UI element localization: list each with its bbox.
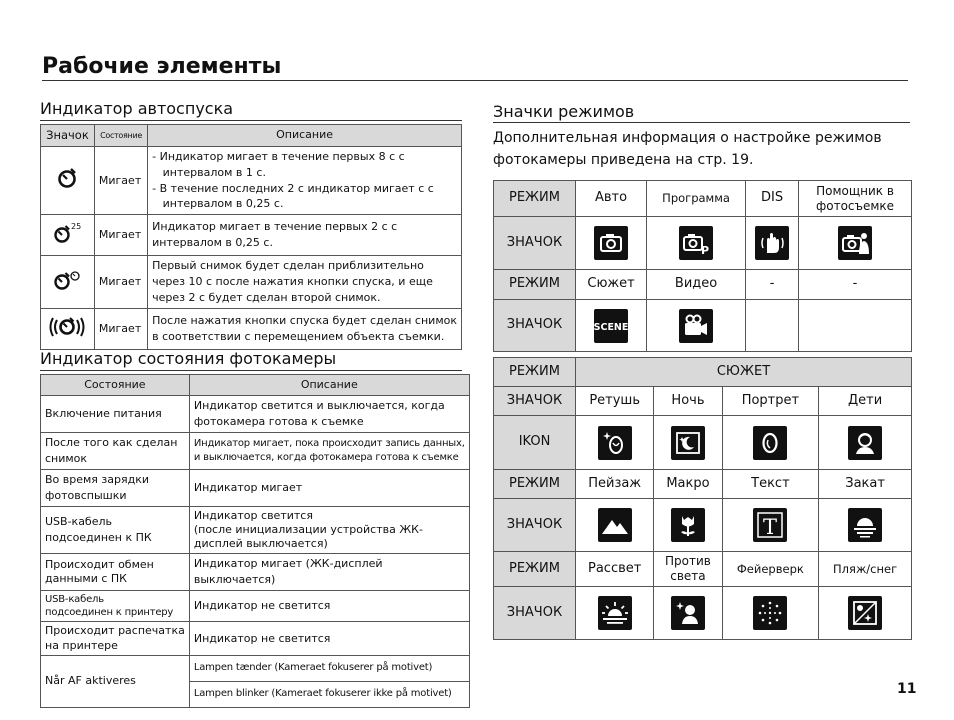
table-row	[41, 655, 470, 681]
table-row	[41, 256, 462, 309]
description-cell: - Индикатор мигает в течение первых 8 с с интервалом в 1 с. - В течение последних 2 с индикатор мигает с с интервалом в 0,25 с.	[148, 146, 462, 215]
column-header-state: Состояние	[94, 125, 147, 147]
column-header-state: Состояние	[41, 375, 190, 396]
icon-row	[494, 587, 912, 640]
table-header-row	[41, 125, 462, 147]
close-up-flower-icon	[671, 508, 705, 542]
ikon-label: IKON	[494, 416, 576, 470]
table-row	[41, 395, 470, 432]
description-cell: Индикатор не светится	[189, 622, 469, 656]
empty-cell	[799, 300, 912, 352]
description-cell: Lampen tænder (Kameraet fokuserer på motivet)	[189, 655, 469, 681]
page-title: Рабочие элементы	[42, 54, 282, 79]
scene-name: Ночь	[654, 387, 722, 416]
icon-row	[494, 217, 912, 270]
state-cell: Мигает	[94, 256, 147, 309]
scene-name: Портрет	[722, 387, 819, 416]
state-cell: Происходит распечатка на принтере	[41, 622, 190, 656]
description-cell: После нажатия кнопки спуска будет сделан снимок в соответствии с перемещением объекта съемки.	[148, 309, 462, 350]
mode-row	[494, 552, 912, 587]
icon-label: ЗНАЧОК	[494, 387, 576, 416]
movie-mode-icon	[679, 309, 713, 343]
description-cell: Индикатор мигает, пока происходит запись данных, и выключается, когда фотокамера готова к съемке	[189, 432, 469, 469]
svg-text:T: T	[763, 515, 778, 539]
scene-name: Рассвет	[576, 552, 654, 587]
mode-name: -	[746, 270, 799, 300]
landscape-icon	[598, 508, 632, 542]
self-timer-icon	[41, 146, 95, 215]
icon-row	[494, 416, 912, 470]
svg-text:25: 25	[71, 221, 82, 231]
column-header-description: Описание	[148, 125, 462, 147]
mode-icons-rule	[493, 122, 910, 123]
mode-name: Сюжет	[576, 270, 647, 300]
mode-label: РЕЖИМ	[494, 470, 576, 499]
program-mode-icon	[679, 226, 713, 260]
table-row	[41, 469, 470, 506]
scene-name: Ретушь	[576, 387, 654, 416]
beach-snow-cell	[819, 587, 912, 640]
sunset-icon	[848, 508, 882, 542]
mode-name: Авто	[576, 181, 647, 217]
scene-name: Закат	[819, 470, 912, 499]
state-cell: USB-кабель подсоединен к принтеру	[41, 591, 190, 622]
description-cell: Индикатор мигает (ЖК-дисплей выключается)	[189, 554, 469, 591]
mode-label: РЕЖИМ	[494, 270, 576, 300]
icon-label: ЗНАЧОК	[494, 587, 576, 640]
photo-help-guide-cell	[799, 217, 912, 270]
camera-status-section-title: Индикатор состояния фотокамеры	[40, 349, 337, 368]
self-timer-section-title: Индикатор автоспуска	[40, 99, 234, 118]
description-cell: Индикатор мигает в течение первых 2 с с интервалом в 0,25 с.	[148, 215, 462, 256]
mode-table-1	[493, 180, 912, 352]
state-cell: Мигает	[94, 215, 147, 256]
beauty-shot-icon	[598, 426, 632, 460]
table-row	[41, 591, 470, 622]
camera-status-table	[40, 374, 470, 708]
text-mode-cell	[722, 499, 819, 552]
children-icon	[848, 426, 882, 460]
double-self-timer-icon	[41, 256, 95, 309]
mode-label: РЕЖИМ	[494, 552, 576, 587]
scene-name: Пейзаж	[576, 470, 654, 499]
scene-name: Дети	[819, 387, 912, 416]
backlight-cell	[654, 587, 722, 640]
state-cell: USB-кабель подсоединен к ПК	[41, 506, 190, 554]
title-rule	[42, 80, 908, 81]
movie-mode-cell	[647, 300, 746, 352]
icon-row	[494, 300, 912, 352]
auto-mode-cell	[576, 217, 647, 270]
description-cell: Индикатор светится и выключается, когда фотокамера готова к съемке	[189, 395, 469, 432]
mode-row	[494, 358, 912, 387]
close-up-cell	[654, 499, 722, 552]
mode-name: -	[799, 270, 912, 300]
icon-row	[494, 499, 912, 552]
mode-row	[494, 181, 912, 217]
description-cell: Индикатор светится (после инициализации устройства ЖК- дисплей выключается)	[189, 506, 469, 554]
portrait-icon	[753, 426, 787, 460]
scene-header: СЮЖЕТ	[576, 358, 912, 387]
auto-mode-icon	[594, 226, 628, 260]
sunset-cell	[819, 499, 912, 552]
scene-name: Пляж/снег	[819, 552, 912, 587]
text-mode-icon	[753, 508, 787, 542]
table-header-row	[41, 375, 470, 396]
description-cell: Lampen blinker (Kameraet fokuserer ikke på motivet)	[189, 681, 469, 707]
column-header-description: Описание	[189, 375, 469, 396]
state-cell: Når AF aktiveres	[41, 655, 190, 707]
svg-text:P: P	[701, 244, 710, 257]
beach-snow-icon	[848, 596, 882, 630]
state-cell: После того как сделан снимок	[41, 432, 190, 469]
table-row	[41, 146, 462, 215]
icon-label: ЗНАЧОК	[494, 217, 576, 270]
mode-name: Видео	[647, 270, 746, 300]
scene-name: Фейерверк	[722, 552, 819, 587]
dawn-cell	[576, 587, 654, 640]
description-cell: Индикатор не светится	[189, 591, 469, 622]
state-cell: Мигает	[94, 309, 147, 350]
night-scene-icon	[671, 426, 705, 460]
column-header-icon: Значок	[41, 125, 95, 147]
mode-icons-section-title: Значки режимов	[493, 102, 635, 121]
description-cell: Первый снимок будет сделан приблизительно через 10 с после нажатия кнопки спуска, и еще через 2 с будет сделан второй снимок.	[148, 256, 462, 309]
table-row	[41, 309, 462, 350]
table-row	[41, 622, 470, 656]
portrait-cell	[722, 416, 819, 470]
camera-status-rule	[40, 370, 462, 371]
self-timer-rule	[40, 120, 462, 121]
scene-name: Макро	[654, 470, 722, 499]
empty-cell	[746, 300, 799, 352]
state-cell: Мигает	[94, 146, 147, 215]
mode-table-2	[493, 357, 912, 640]
dis-mode-cell	[746, 217, 799, 270]
children-cell	[819, 416, 912, 470]
motion-timer-icon	[41, 309, 95, 350]
mode-label: РЕЖИМ	[494, 358, 576, 387]
table-row	[41, 506, 470, 554]
scene-mode-cell	[576, 300, 647, 352]
photo-help-guide-icon	[838, 226, 872, 260]
state-cell: Включение питания	[41, 395, 190, 432]
dawn-icon	[598, 596, 632, 630]
state-cell: Во время зарядки фотовспышки	[41, 469, 190, 506]
night-scene-cell	[654, 416, 722, 470]
icon-label: ЗНАЧОК	[494, 499, 576, 552]
table-row	[41, 554, 470, 591]
mode-label: РЕЖИМ	[494, 181, 576, 217]
self-timer-2s-icon	[41, 215, 95, 256]
landscape-cell	[576, 499, 654, 552]
fireworks-cell	[722, 587, 819, 640]
mode-row	[494, 270, 912, 300]
fireworks-icon	[753, 596, 787, 630]
table-row	[41, 432, 470, 469]
backlight-icon	[671, 596, 705, 630]
scene-name: Против света	[654, 552, 722, 587]
mode-name: DIS	[746, 181, 799, 217]
table-row	[41, 215, 462, 256]
mode-row	[494, 387, 912, 416]
dis-mode-icon	[755, 226, 789, 260]
svg-text:SCENE: SCENE	[594, 321, 629, 333]
mode-name: Программа	[647, 181, 746, 217]
state-cell: Происходит обмен данными с ПК	[41, 554, 190, 591]
description-cell: Индикатор мигает	[189, 469, 469, 506]
scene-mode-icon	[594, 309, 628, 343]
self-timer-table	[40, 124, 462, 350]
beauty-shot-cell	[576, 416, 654, 470]
icon-label: ЗНАЧОК	[494, 300, 576, 352]
mode-name: Помощник в фотосъемке	[799, 181, 912, 217]
scene-name: Текст	[722, 470, 819, 499]
mode-icons-intro: Дополнительная информация о настройке режимов фотокамеры приведена на стр. 19.	[493, 130, 882, 168]
mode-row	[494, 470, 912, 499]
page-number: 11	[897, 681, 917, 697]
program-mode-cell	[647, 217, 746, 270]
